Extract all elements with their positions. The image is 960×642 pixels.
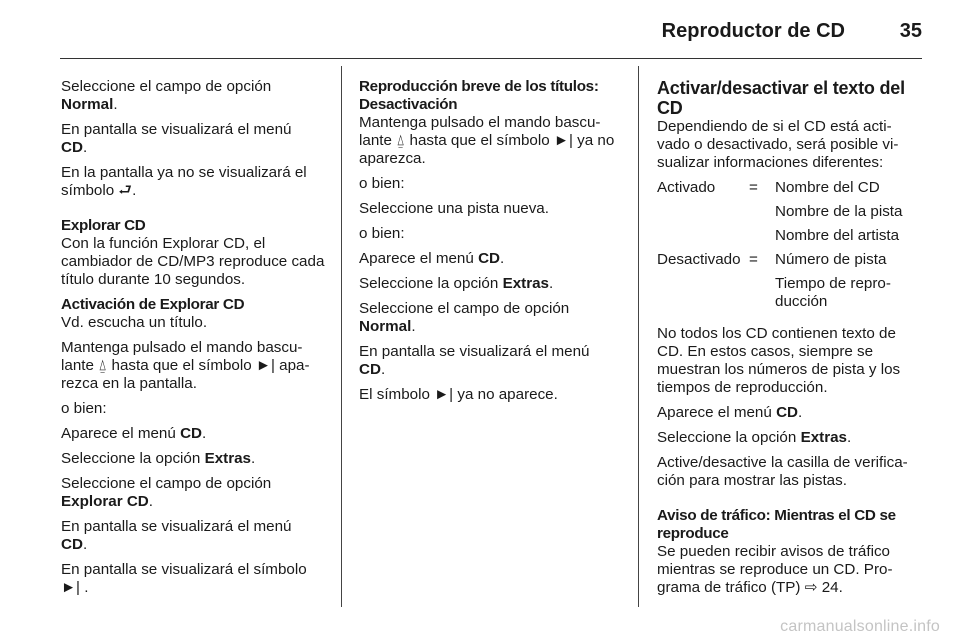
paragraph: Vd. escucha un título. <box>61 314 208 331</box>
paragraph: Seleccione una pista nueva. <box>359 200 549 217</box>
paragraph: Seleccione el campo de opción Normal. <box>359 300 570 335</box>
page-reference-icon: ⇨ <box>804 579 818 596</box>
paragraph: No todos los CD contienen texto de CD. En estos casos, siempre se muestran los números de pista y los tiempos de reproducción. <box>657 325 901 396</box>
paragraph: Seleccione el campo de opción Explorar CD. <box>61 475 272 510</box>
table-row: Desactivado = Número de pista <box>657 251 887 268</box>
section-heading-aviso-trafico: Aviso de tráfico: Mientras el CD se reproduce <box>657 507 896 542</box>
page-number: 35 <box>899 20 922 42</box>
table-row: Nombre de la pista <box>775 203 903 220</box>
repeat-icon: ⮐ <box>118 182 133 199</box>
scan-symbol-icon: ►| <box>255 357 275 374</box>
paragraph: Seleccione la opción Extras. <box>657 429 852 446</box>
paragraph: En la pantalla ya no se visualizará el símbolo ⮐. <box>61 164 307 199</box>
table-row: Nombre del artista <box>775 227 900 244</box>
column-1 <box>61 78 327 604</box>
paragraph: Con la función Explorar CD, el cambiador de CD/MP3 reproduce cada título durante 10 segundos. <box>61 235 325 288</box>
rocker-switch-icon: ⍙ <box>98 357 108 374</box>
paragraph: Aparece el menú CD. <box>359 250 505 267</box>
column-divider-2 <box>638 66 639 607</box>
section-heading-explorar: Explorar CD <box>61 217 146 234</box>
header-divider <box>60 58 922 59</box>
page-header <box>0 0 960 62</box>
subsection-heading-desactivacion: Reproducción breve de los títulos: Desactivación <box>359 78 599 113</box>
rocker-switch-icon: ⍙ <box>396 132 406 149</box>
section-heading-activar-texto: Activar/desactivar el texto del CD <box>657 78 905 118</box>
paragraph: o bien: <box>61 400 107 417</box>
paragraph: Aparece el menú CD. <box>657 404 803 421</box>
table-row: Activado = Nombre del CD <box>657 179 880 196</box>
scan-symbol-icon: ►| <box>553 132 573 149</box>
page-title: Reproductor de CD <box>661 20 845 42</box>
watermark: carmanualsonline.info <box>780 618 940 635</box>
paragraph: Seleccione la opción Extras. <box>61 450 256 467</box>
paragraph: En pantalla se visualizará el menú CD. <box>61 121 292 156</box>
column-divider-1 <box>341 66 342 607</box>
subsection-heading-activacion: Activación de Explorar CD <box>61 296 245 313</box>
scan-symbol-icon: ►| <box>434 386 454 403</box>
scan-symbol-icon: ►| <box>61 579 80 596</box>
paragraph: Seleccione la opción Extras. <box>359 275 554 292</box>
paragraph: Active/desactive la casilla de verifica-ción para mostrar las pistas. <box>657 454 908 489</box>
paragraph: Se pueden recibir avisos de tráfico mientras se reproduce un CD. Pro-grama de tráfico (TP) ⇨ 24. <box>657 543 893 596</box>
paragraph: Mantenga pulsado el mando bascu-lante ⍙ hasta que el símbolo ►| apa-rezca en la pantalla. <box>61 339 310 392</box>
paragraph: En pantalla se visualizará el símbolo ►| . <box>61 561 307 596</box>
paragraph: Mantenga pulsado el mando bascu-lante ⍙ hasta que el símbolo ►| ya no aparezca. <box>359 114 615 167</box>
paragraph: El símbolo ►| ya no aparece. <box>359 386 558 403</box>
paragraph: o bien: <box>359 225 405 242</box>
paragraph: Seleccione el campo de opción Normal. <box>61 78 272 113</box>
table-row: Tiempo de repro-ducción <box>775 275 891 310</box>
paragraph: En pantalla se visualizará el menú CD. <box>359 343 590 378</box>
cd-text-table <box>657 179 923 317</box>
paragraph: Aparece el menú CD. <box>61 425 207 442</box>
paragraph: Dependiendo de si el CD está acti-vado o desactivado, será posible vi-sualizar informaciones diferentes: <box>657 118 899 171</box>
paragraph: o bien: <box>359 175 405 192</box>
column-3 <box>657 78 923 604</box>
column-2 <box>359 78 625 411</box>
paragraph: En pantalla se visualizará el menú CD. <box>61 518 292 553</box>
